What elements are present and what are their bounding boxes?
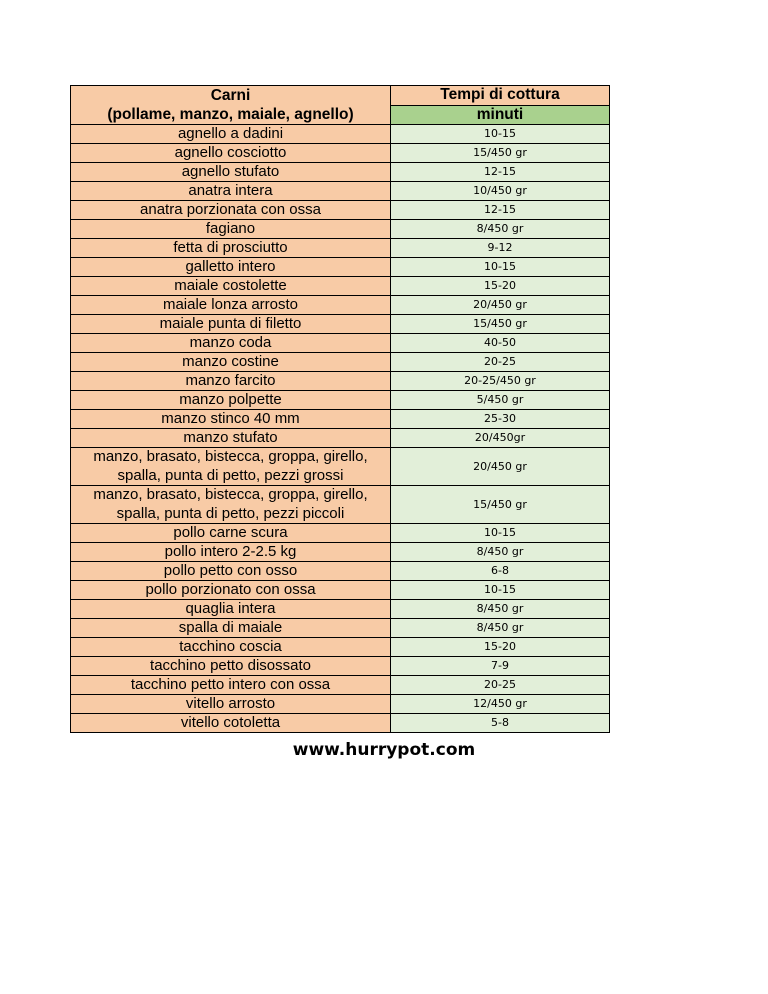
cooking-time-cell: 20-25/450 gr — [391, 372, 610, 391]
meat-name-cell: vitello arrosto — [71, 695, 391, 714]
table-row — [71, 277, 610, 296]
cooking-time-cell: 8/450 gr — [391, 220, 610, 239]
meat-name-cell: agnello a dadini — [71, 125, 391, 144]
meat-name-cell: tacchino petto intero con ossa — [71, 676, 391, 695]
cooking-time-cell: 10-15 — [391, 125, 610, 144]
table-row — [71, 201, 610, 220]
cooking-time-cell: 6-8 — [391, 562, 610, 581]
cooking-time-cell: 15/450 gr — [391, 144, 610, 163]
meat-name-cell: maiale punta di filetto — [71, 315, 391, 334]
cooking-time-cell: 12/450 gr — [391, 695, 610, 714]
meat-name-cell: pollo porzionato con ossa — [71, 581, 391, 600]
table-body — [71, 125, 610, 733]
table-row — [71, 144, 610, 163]
table-row — [71, 315, 610, 334]
meat-column-title: Carni — [210, 87, 251, 104]
table-row — [71, 657, 610, 676]
cooking-time-cell: 10-15 — [391, 524, 610, 543]
table-header — [71, 86, 610, 125]
meat-name-cell: vitello cotoletta — [71, 714, 391, 733]
cooking-time-cell: 20/450 gr — [391, 296, 610, 315]
meat-column-header — [71, 86, 391, 125]
meat-name-cell: quaglia intera — [71, 600, 391, 619]
cooking-time-cell: 10-15 — [391, 581, 610, 600]
meat-name-cell: manzo, brasato, bistecca, groppa, girello, spalla, punta di petto, pezzi piccoli — [71, 486, 391, 524]
table-row — [71, 524, 610, 543]
meat-name-cell: maiale lonza arrosto — [71, 296, 391, 315]
table-row — [71, 296, 610, 315]
cooking-time-cell: 20-25 — [391, 676, 610, 695]
meat-name-cell: manzo stinco 40 mm — [71, 410, 391, 429]
table-row — [71, 220, 610, 239]
meat-name-cell: tacchino petto disossato — [71, 657, 391, 676]
meat-name-cell: manzo costine — [71, 353, 391, 372]
cooking-time-cell: 20/450 gr — [391, 448, 610, 486]
cooking-time-cell: 5-8 — [391, 714, 610, 733]
meat-column-subtitle: (pollame, manzo, maiale, agnello) — [107, 106, 354, 123]
table-row — [71, 239, 610, 258]
table-row — [71, 372, 610, 391]
table-row — [71, 638, 610, 657]
table-row — [71, 125, 610, 144]
cooking-time-cell: 8/450 gr — [391, 600, 610, 619]
table-row — [71, 410, 610, 429]
table-row — [71, 486, 610, 524]
cooking-time-cell: 15-20 — [391, 277, 610, 296]
time-column-title: Tempi di cottura — [391, 86, 610, 106]
table-row — [71, 619, 610, 638]
meat-name-cell: pollo carne scura — [71, 524, 391, 543]
cooking-time-cell: 20-25 — [391, 353, 610, 372]
meat-name-cell: fagiano — [71, 220, 391, 239]
table-row — [71, 581, 610, 600]
cooking-time-cell: 25-30 — [391, 410, 610, 429]
meat-name-cell: galletto intero — [71, 258, 391, 277]
table-row — [71, 429, 610, 448]
meat-name-cell: pollo petto con osso — [71, 562, 391, 581]
footer-website-url: www.hurrypot.com — [292, 740, 476, 760]
cooking-time-cell: 8/450 gr — [391, 543, 610, 562]
table-row — [71, 163, 610, 182]
meat-name-cell: manzo, brasato, bistecca, groppa, girello, spalla, punta di petto, pezzi grossi — [71, 448, 391, 486]
cooking-time-cell: 9-12 — [391, 239, 610, 258]
cooking-time-cell: 15/450 gr — [391, 486, 610, 524]
table-row — [71, 695, 610, 714]
cooking-time-cell: 20/450gr — [391, 429, 610, 448]
cooking-time-cell: 10/450 gr — [391, 182, 610, 201]
table-row — [71, 562, 610, 581]
meat-name-cell: manzo farcito — [71, 372, 391, 391]
cooking-time-cell: 7-9 — [391, 657, 610, 676]
meat-name-cell: agnello stufato — [71, 163, 391, 182]
meat-name-cell: anatra intera — [71, 182, 391, 201]
table-row — [71, 600, 610, 619]
table-row — [71, 543, 610, 562]
time-column-unit: minuti — [391, 105, 610, 125]
cooking-time-cell: 5/450 gr — [391, 391, 610, 410]
meat-name-cell: fetta di prosciutto — [71, 239, 391, 258]
cooking-time-cell: 12-15 — [391, 163, 610, 182]
table-row — [71, 448, 610, 486]
meat-name-cell: spalla di maiale — [71, 619, 391, 638]
table-row — [71, 258, 610, 277]
cooking-time-cell: 12-15 — [391, 201, 610, 220]
table-row — [71, 714, 610, 733]
cooking-time-cell: 40-50 — [391, 334, 610, 353]
meat-name-cell: tacchino coscia — [71, 638, 391, 657]
cooking-times-table — [70, 85, 610, 733]
meat-name-cell: anatra porzionata con ossa — [71, 201, 391, 220]
table-row — [71, 182, 610, 201]
meat-name-cell: manzo polpette — [71, 391, 391, 410]
cooking-time-cell: 8/450 gr — [391, 619, 610, 638]
table-row — [71, 334, 610, 353]
meat-name-cell: maiale costolette — [71, 277, 391, 296]
meat-name-cell: manzo stufato — [71, 429, 391, 448]
cooking-time-cell: 10-15 — [391, 258, 610, 277]
cooking-time-cell: 15/450 gr — [391, 315, 610, 334]
meat-name-cell: manzo coda — [71, 334, 391, 353]
table-row — [71, 353, 610, 372]
cooking-time-cell: 15-20 — [391, 638, 610, 657]
meat-name-cell: agnello cosciotto — [71, 144, 391, 163]
table-row — [71, 391, 610, 410]
meat-name-cell: pollo intero 2-2.5 kg — [71, 543, 391, 562]
table-row — [71, 676, 610, 695]
